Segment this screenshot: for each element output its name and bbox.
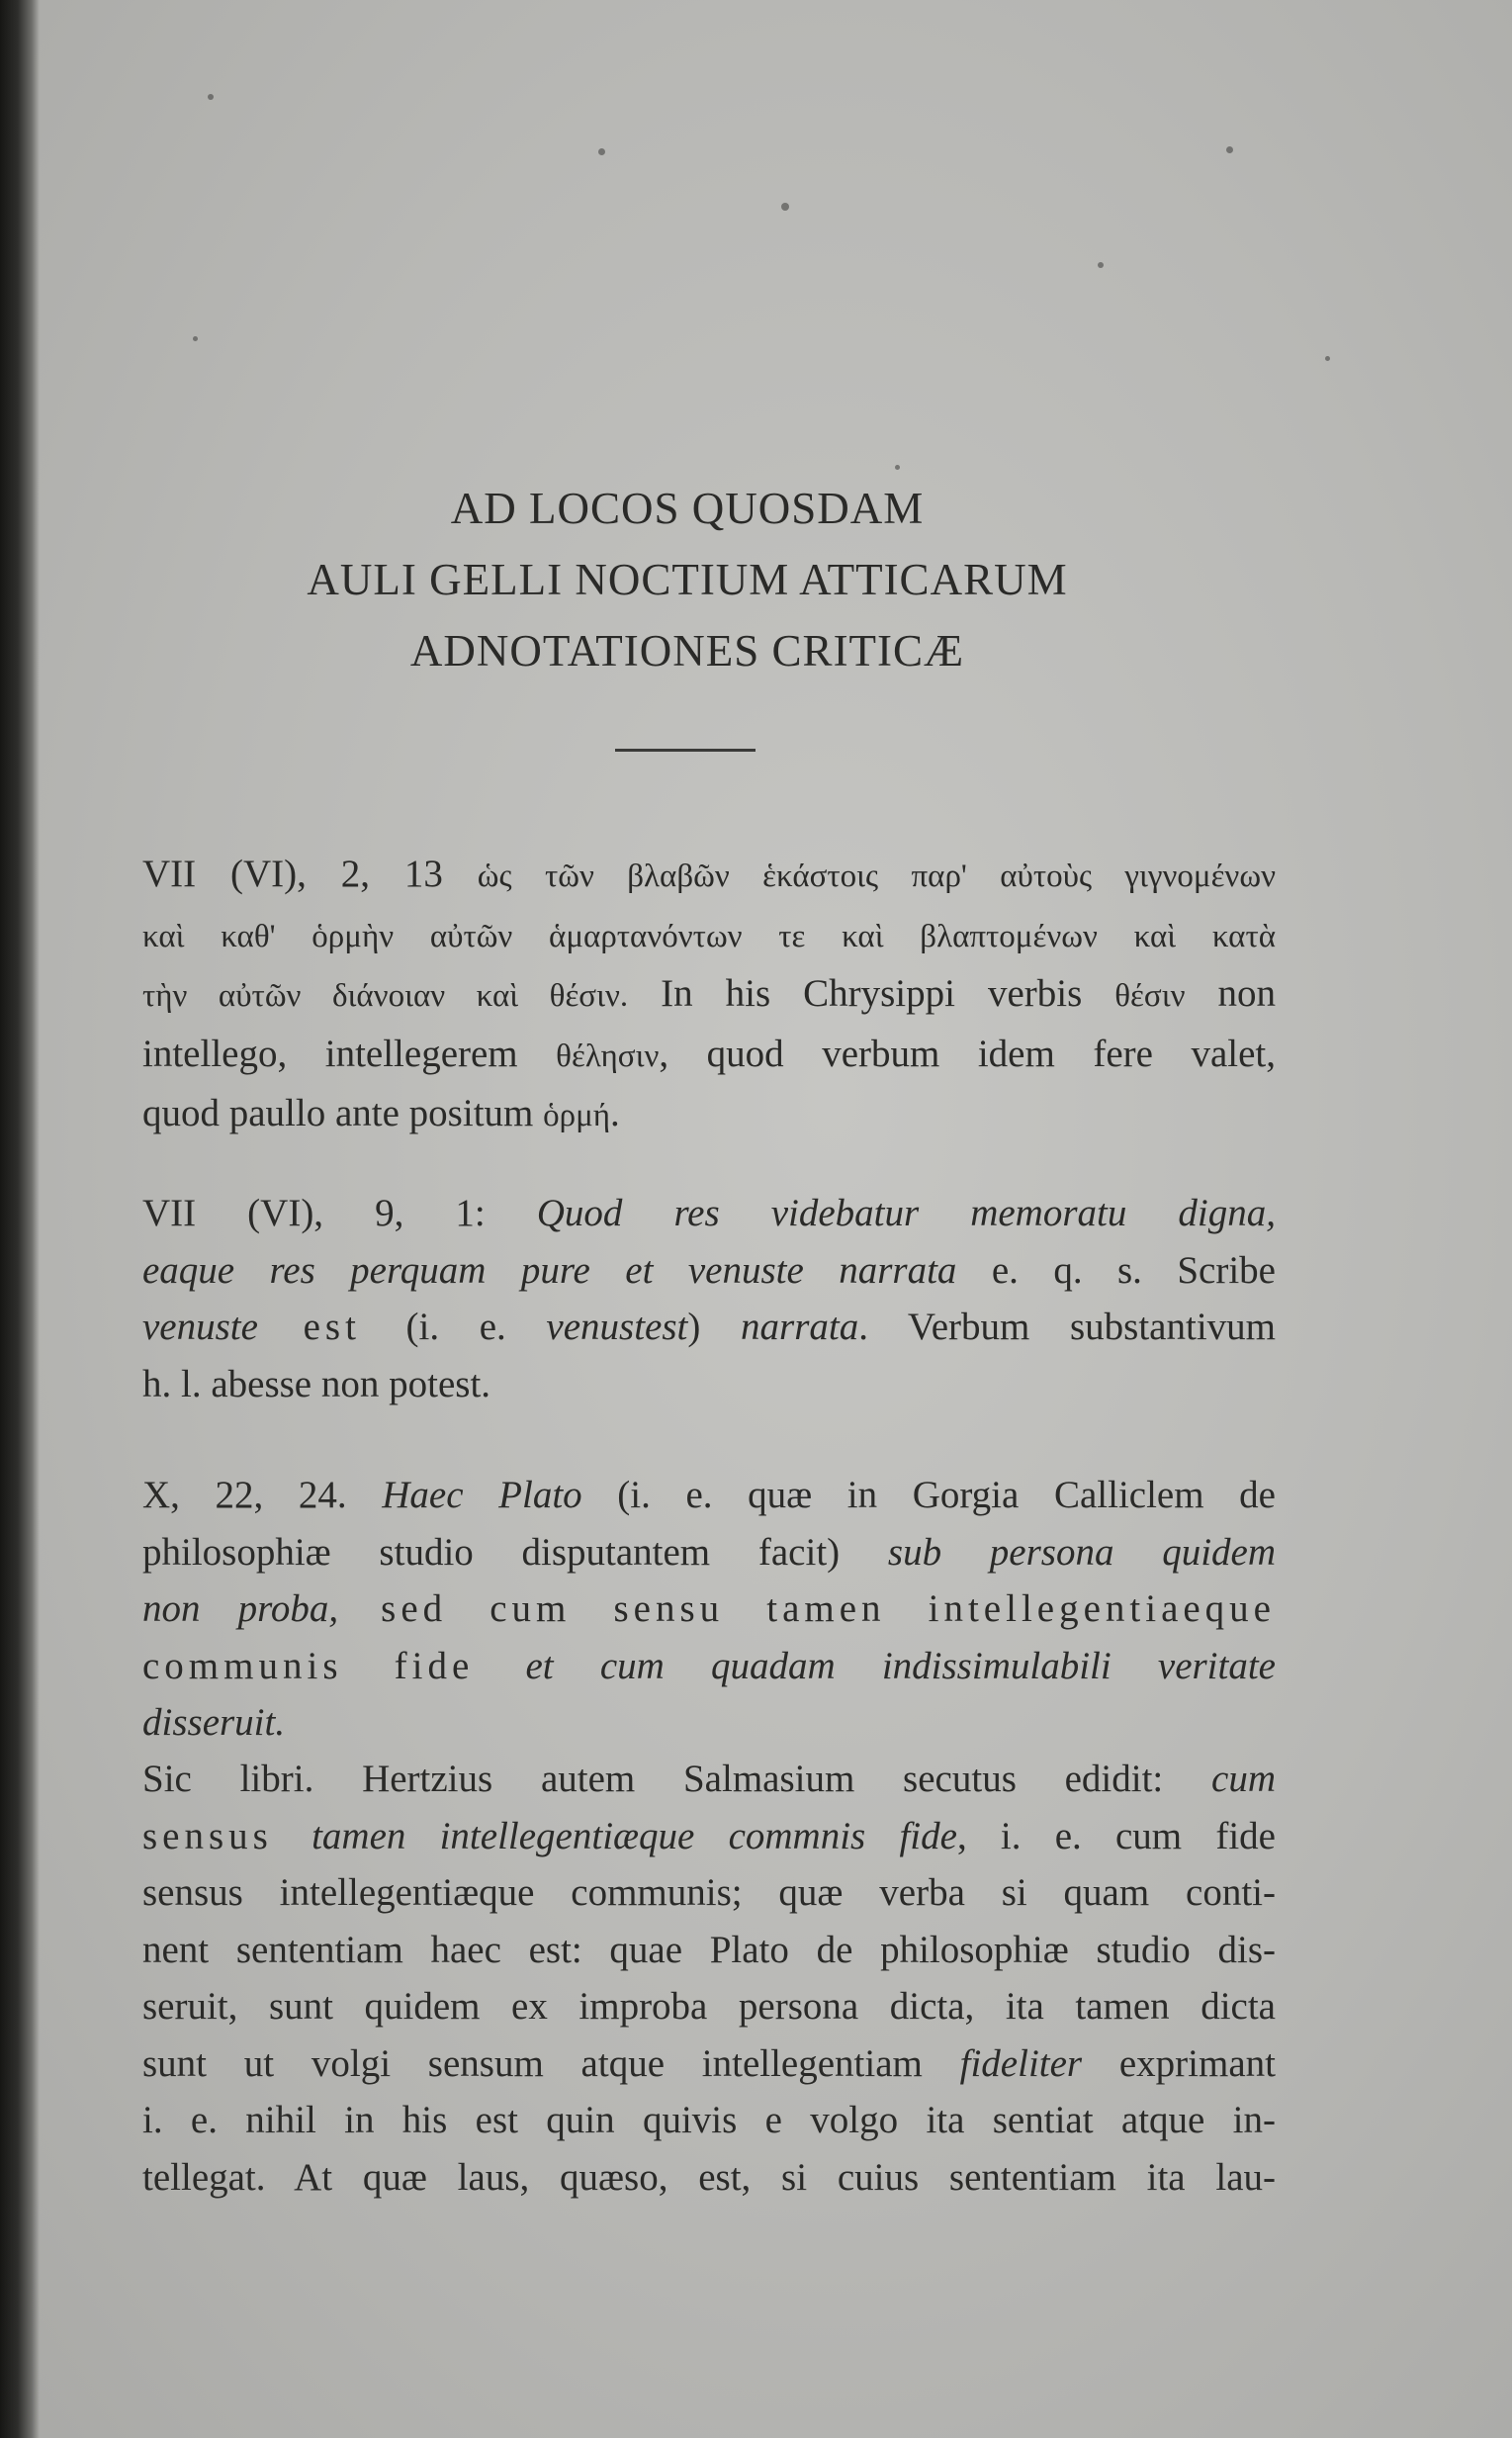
paragraph-4 [97,1751,1276,2206]
p2-line-2: eaque res perquam pure et venuste narrata e. q. s. Scribe [142,1248,1276,1292]
paper-speck [208,94,214,100]
paper-speck [781,203,789,211]
title-line-2: AULI GELLI NOCTIUM ATTICARUM [307,555,1068,604]
p2-line-1: VII (VI), 9, 1: Quod res videbatur memoratu digna, [142,1192,1276,1234]
paper-speck [895,465,900,470]
p3-line-1: X, 22, 24. Haec Plato (i. e. quæ in Gorgia Calliclem de [142,1474,1276,1516]
paragraph-1 [97,846,1276,1145]
title-line-3: ADNOTATIONES CRITICÆ [409,626,965,676]
title-line-1: AD LOCOS QUOSDAM [450,484,925,533]
p3-line-4: communis fide et cum quadam indissimulabili veritate [142,1644,1276,1687]
p1-line-2: καὶ καθ' ὁρμὴν αὐτῶν ἁμαρτανόντων τε καὶ βλαπτομένων καὶ κατὰ [142,918,1276,954]
p1-line-4: intellego, intellegerem θέλησιν, quod verbum idem fere valet, [142,1032,1277,1075]
p4-line-7: i. e. nihil in his est quin quivis e volgo ita sentiat atque in- [142,2099,1276,2141]
p2-line-4: h. l. abesse non potest. [142,1362,491,1405]
p3-line-3: non proba, sed cum sensu tamen intellegentiaeque [142,1587,1276,1630]
p4-line-3: sensus intellegentiæque communis; quæ verba si quam conti- [142,1871,1276,1914]
paper-speck [1098,262,1104,268]
p2-line-3: venuste est (i. e. venustest) narrata. Verbum substantivum [142,1306,1276,1348]
paper-speck [1226,146,1233,153]
p3-line-5: disseruit. [142,1701,286,1744]
p4-line-2: sensus tamen intellegentiæque commnis fide, i. e. cum fide [142,1814,1276,1857]
document-title [0,473,1375,686]
p4-line-8: tellegat. At quæ laus, quæso, est, si cuius sententiam ita lau- [142,2155,1276,2199]
p4-line-4: nent sententiam haec est: quae Plato de philosophiæ studio dis- [142,1928,1276,1971]
paragraph-2 [97,1185,1276,1412]
p4-line-6: sunt ut volgi sensum atque intellegentiam fideliter exprimant [142,2041,1276,2085]
p4-line-5: seruit, sunt quidem ex improba persona dicta, ita tamen dicta [142,1985,1276,2028]
p1-line-1: VII (VI), 2, 13 ὡς τῶν βλαβῶν ἑκάστοις παρ' αὐτοὺς γιγνομένων [142,853,1276,895]
p4-line-1: Sic libri. Hertzius autem Salmasium secutus edidit: cum [142,1758,1276,1800]
binding-shadow [0,0,40,2438]
p3-line-2: philosophiæ studio disputantem facit) sub persona quidem [142,1530,1277,1574]
p1-line-3: τὴν αὐτῶν διάνοιαν καὶ θέσιν. In his Chrysippi verbis θέσιν non [142,972,1276,1015]
paragraph-3 [97,1467,1276,1752]
paper-speck [1325,356,1330,361]
title-divider [615,749,756,752]
p1-line-5: quod paullo ante positum ὁρμή. [142,1092,620,1134]
paper-speck [193,336,198,341]
paper-speck [598,148,605,155]
